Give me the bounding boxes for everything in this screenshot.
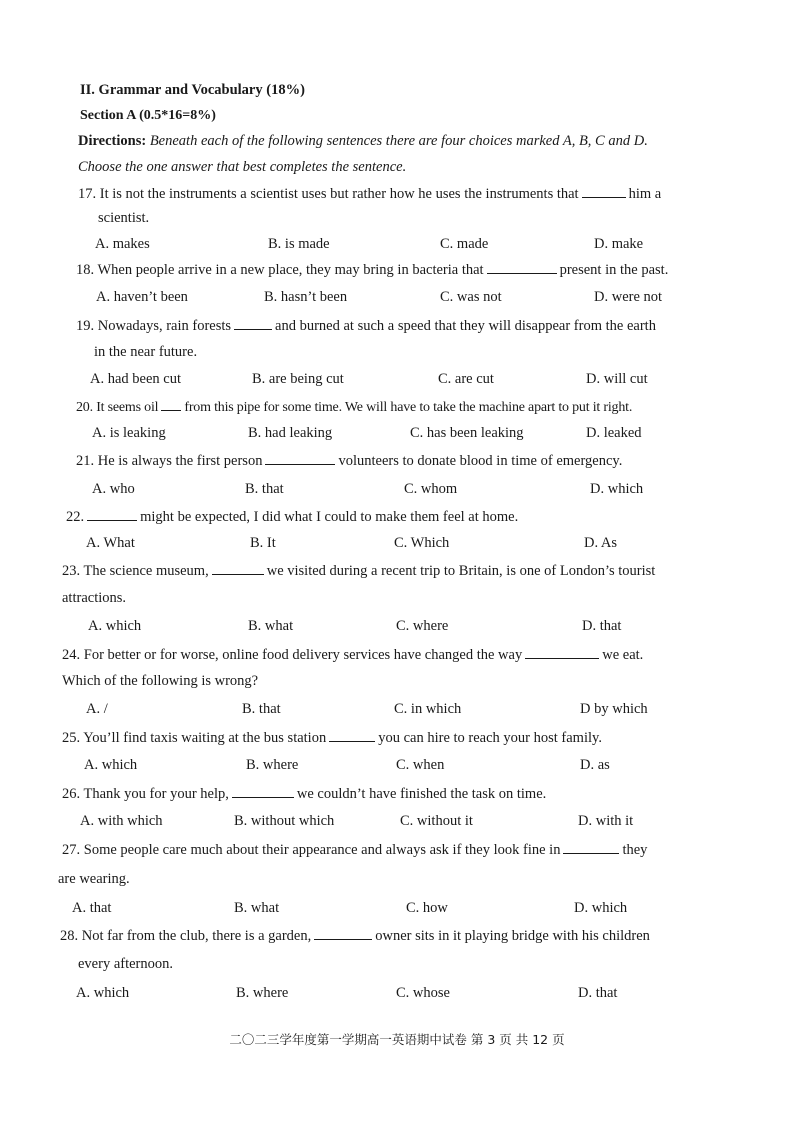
question-text-after: volunteers to donate blood in time of emergency. — [338, 453, 623, 469]
question-text: 25. You’ll find taxis waiting at the bus station — [62, 730, 327, 746]
option-c: C. Which — [394, 535, 450, 551]
option-b: B. where — [236, 985, 289, 1001]
page-footer: 二〇二三学年度第一学期高一英语期中试卷 第 3 页 共 12 页 — [229, 1032, 565, 1047]
question-text: 19. Nowadays, rain forests — [76, 318, 232, 334]
question-17-continued: scientist. — [98, 210, 150, 226]
option-d: D. that — [578, 985, 618, 1001]
option-d: D. were not — [594, 289, 663, 305]
answer-blank — [582, 185, 626, 198]
option-d: D. will cut — [586, 371, 648, 387]
option-d: D. make — [594, 236, 644, 252]
question-17 — [78, 185, 661, 203]
question-text: 27. Some people care much about their appearance and always ask if they look fine in — [62, 842, 561, 858]
question-text-after: from this pipe for some time. We will have to take the machine apart to put it right. — [184, 400, 633, 415]
answer-blank — [525, 646, 599, 659]
question-text-after: we eat. — [602, 647, 644, 663]
option-a: A. who — [92, 481, 135, 497]
option-b: B. what — [248, 618, 294, 634]
question-text: 23. The science museum, — [62, 563, 209, 579]
option-d: D. with it — [578, 813, 634, 829]
question-text: 20. It seems oil — [76, 400, 159, 415]
option-b: B. is made — [268, 236, 330, 252]
option-a: A. / — [86, 701, 108, 717]
option-b: B. had leaking — [248, 425, 333, 441]
section-title: II. Grammar and Vocabulary (18%) — [80, 82, 305, 98]
question-text: 28. Not far from the club, there is a garden, — [60, 928, 312, 944]
option-d: D. that — [582, 618, 622, 634]
question-text: 21. He is always the first person — [76, 453, 263, 469]
answer-blank — [487, 261, 557, 274]
answer-blank — [87, 508, 137, 521]
option-a: A. that — [72, 900, 112, 916]
option-c: C. whom — [404, 481, 458, 497]
question-text-after: they — [622, 842, 648, 858]
question-text-after: we couldn’t have finished the task on time. — [296, 786, 547, 802]
option-a: A. makes — [95, 236, 150, 252]
option-a: A. is leaking — [92, 425, 166, 441]
question-text-after: present in the past. — [559, 262, 669, 278]
question-text: 22. — [66, 509, 85, 525]
option-d: D by which — [580, 701, 648, 717]
question-text-after: owner sits in it playing bridge with his children — [375, 928, 650, 944]
option-c: C. has been leaking — [410, 425, 524, 441]
question-26 — [62, 785, 546, 803]
option-a: A. had been cut — [90, 371, 181, 387]
option-a: A. which — [84, 757, 138, 773]
directions-label: Directions: — [78, 133, 147, 149]
option-b: B. that — [242, 701, 281, 717]
option-c: C. made — [440, 236, 489, 252]
directions-line-2 — [78, 159, 406, 176]
question-text: 17. It is not the instruments a scientist uses but rather how he uses the instruments that — [78, 186, 579, 202]
option-c: C. whose — [396, 985, 450, 1001]
question-27 — [62, 841, 647, 859]
option-b: B. that — [245, 481, 284, 497]
directions-text-1: Beneath each of the following sentences there are four choices marked A, B, C and D. — [146, 133, 648, 149]
answer-blank — [329, 729, 375, 742]
answer-blank — [563, 841, 619, 854]
question-21 — [76, 452, 622, 470]
option-c: C. where — [396, 618, 449, 634]
option-a: A. with which — [80, 813, 163, 829]
question-text: 18. When people arrive in a new place, they may bring in bacteria that — [76, 262, 484, 278]
question-28 — [60, 927, 650, 945]
question-23-continued: attractions. — [62, 590, 127, 606]
option-d: D. which — [574, 900, 628, 916]
question-25 — [62, 729, 602, 747]
answer-blank — [161, 398, 181, 411]
question-text-after: him a — [628, 186, 662, 202]
option-c: C. are cut — [438, 371, 494, 387]
option-d: D. as — [580, 757, 610, 773]
question-23 — [62, 562, 655, 580]
option-a: A. What — [86, 535, 135, 551]
directions-line-1 — [78, 133, 648, 150]
option-c: C. without it — [400, 813, 473, 829]
question-20 — [76, 398, 632, 416]
question-text-after: you can hire to reach your host family. — [378, 730, 602, 746]
question-18 — [76, 261, 668, 279]
question-27-continued: are wearing. — [58, 871, 130, 887]
question-28-continued: every afternoon. — [78, 956, 174, 972]
option-d: D. which — [590, 481, 644, 497]
question-text-after: might be expected, I did what I could to make them feel at home. — [140, 509, 519, 525]
option-c: C. when — [396, 757, 445, 773]
option-b: B. hasn’t been — [264, 289, 348, 305]
question-19-continued: in the near future. — [94, 344, 198, 360]
answer-blank — [232, 785, 294, 798]
option-c: C. was not — [440, 289, 502, 305]
option-b: B. what — [234, 900, 280, 916]
answer-blank — [234, 317, 272, 330]
option-d: D. As — [584, 535, 618, 551]
option-d: D. leaked — [586, 425, 642, 441]
option-b: B. without which — [234, 813, 335, 829]
question-text: 24. For better or for worse, online food delivery services have changed the way — [62, 647, 523, 663]
answer-blank — [314, 927, 372, 940]
answer-blank — [212, 562, 264, 575]
option-c: C. how — [406, 900, 448, 916]
option-b: B. It — [250, 535, 276, 551]
question-24-continued: Which of the following is wrong? — [62, 673, 259, 689]
question-22 — [66, 508, 518, 526]
option-b: B. are being cut — [252, 371, 344, 387]
question-19 — [76, 317, 656, 335]
option-a: A. which — [76, 985, 130, 1001]
option-c: C. in which — [394, 701, 462, 717]
option-a: A. haven’t been — [96, 289, 188, 305]
option-b: B. where — [246, 757, 299, 773]
question-text-after: we visited during a recent trip to Britain, is one of London’s tourist — [266, 563, 656, 579]
section-subtitle: Section A (0.5*16=8%) — [80, 108, 216, 123]
question-text-after: and burned at such a speed that they will disappear from the earth — [275, 318, 656, 334]
option-a: A. which — [88, 618, 142, 634]
question-24 — [62, 646, 643, 664]
question-text: 26. Thank you for your help, — [62, 786, 229, 802]
directions-text-2: Choose the one answer that best completes the sentence. — [78, 159, 407, 175]
answer-blank — [265, 452, 335, 465]
